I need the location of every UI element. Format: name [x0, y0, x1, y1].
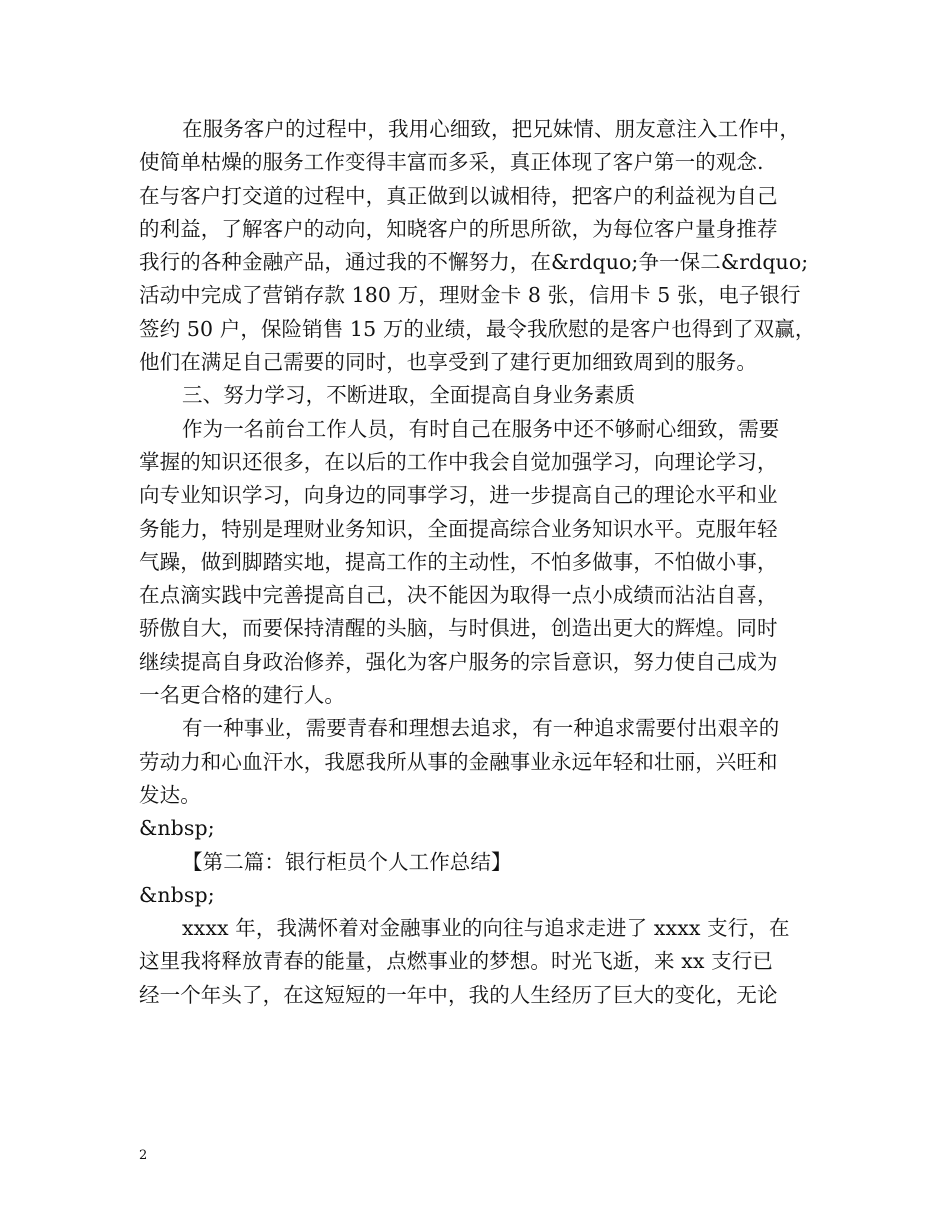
- text-line: 有一种事业，需要青春和理想去追求，有一种追求需要付出艰辛的: [182, 716, 780, 741]
- text-line: 向专业知识学习，向身边的同事学习，进一步提高自己的理论水平和业: [139, 483, 778, 508]
- text-line: 作为一名前台工作人员，有时自己在服务中还不够耐心细致，需要: [182, 416, 780, 441]
- text-line: 他们在满足自己需要的同时，也享受到了建行更加细致周到的服务。: [139, 350, 757, 375]
- text-line: 签约 50 户，保险销售 15 万的业绩，最令我欣慰的是客户也得到了双赢，: [139, 316, 816, 341]
- text-line: 活动中完成了营销存款 180 万，理财金卡 8 张，信用卡 5 张，电子银行: [139, 283, 801, 308]
- text-line: 在服务客户的过程中，我用心细致，把兄妹情、朋友意注入工作中，: [182, 117, 800, 141]
- text-line: 骄傲自大，而要保持清醒的头脑，与时俱进，创造出更大的辉煌。同时: [139, 616, 778, 641]
- text-line: 经一个年头了，在这短短的一年中，我的人生经历了巨大的变化，无论: [139, 982, 778, 1007]
- text-line: 我行的各种金融产品，通过我的不懈努力，在&rdquo;争一保二&rdquo;: [139, 250, 809, 275]
- text-line: 务能力，特别是理财业务知识，全面提高综合业务知识水平。克服年轻: [139, 516, 778, 541]
- text-line: 气躁，做到脚踏实地，提高工作的主动性，不怕多做事，不怕做小事，: [139, 549, 778, 574]
- nbsp-line: &nbsp;: [139, 882, 215, 907]
- text-line: 使简单枯燥的服务工作变得丰富而多采，真正体现了客户第一的观念.: [139, 150, 764, 175]
- article-title: 【第二篇：银行柜员个人工作总结】: [182, 849, 512, 874]
- text-line: 在点滴实践中完善提高自己，决不能因为取得一点小成绩而沾沾自喜，: [139, 583, 778, 608]
- text-line: 一名更合格的建行人。: [139, 683, 345, 708]
- text-line: 发达。: [139, 782, 201, 807]
- section-heading: 三、努力学习，不断进取，全面提高自身业务素质: [182, 383, 636, 408]
- page-number: 2: [139, 1148, 148, 1163]
- nbsp-line: &nbsp;: [139, 816, 215, 841]
- text-line: 这里我将释放青春的能量，点燃事业的梦想。时光飞逝，来 xx 支行已: [139, 949, 773, 974]
- text-line: 劳动力和心血汗水，我愿我所从事的金融事业永远年轻和壮丽，兴旺和: [139, 749, 778, 774]
- text-line: 继续提高自身政治修养，强化为客户服务的宗旨意识，努力使自己成为: [139, 649, 778, 674]
- text-line: 的利益，了解客户的动向，知晓客户的所思所欲，为每位客户量身推荐: [139, 216, 778, 241]
- text-line: xxxx 年，我满怀着对金融事业的向往与追求走进了 xxxx 支行，在: [182, 916, 790, 941]
- text-line: 掌握的知识还很多，在以后的工作中我会自觉加强学习，向理论学习，: [139, 449, 778, 474]
- text-line: 在与客户打交道的过程中，真正做到以诚相待，把客户的利益视为自己: [139, 183, 778, 208]
- body-text: [139, 113, 829, 1012]
